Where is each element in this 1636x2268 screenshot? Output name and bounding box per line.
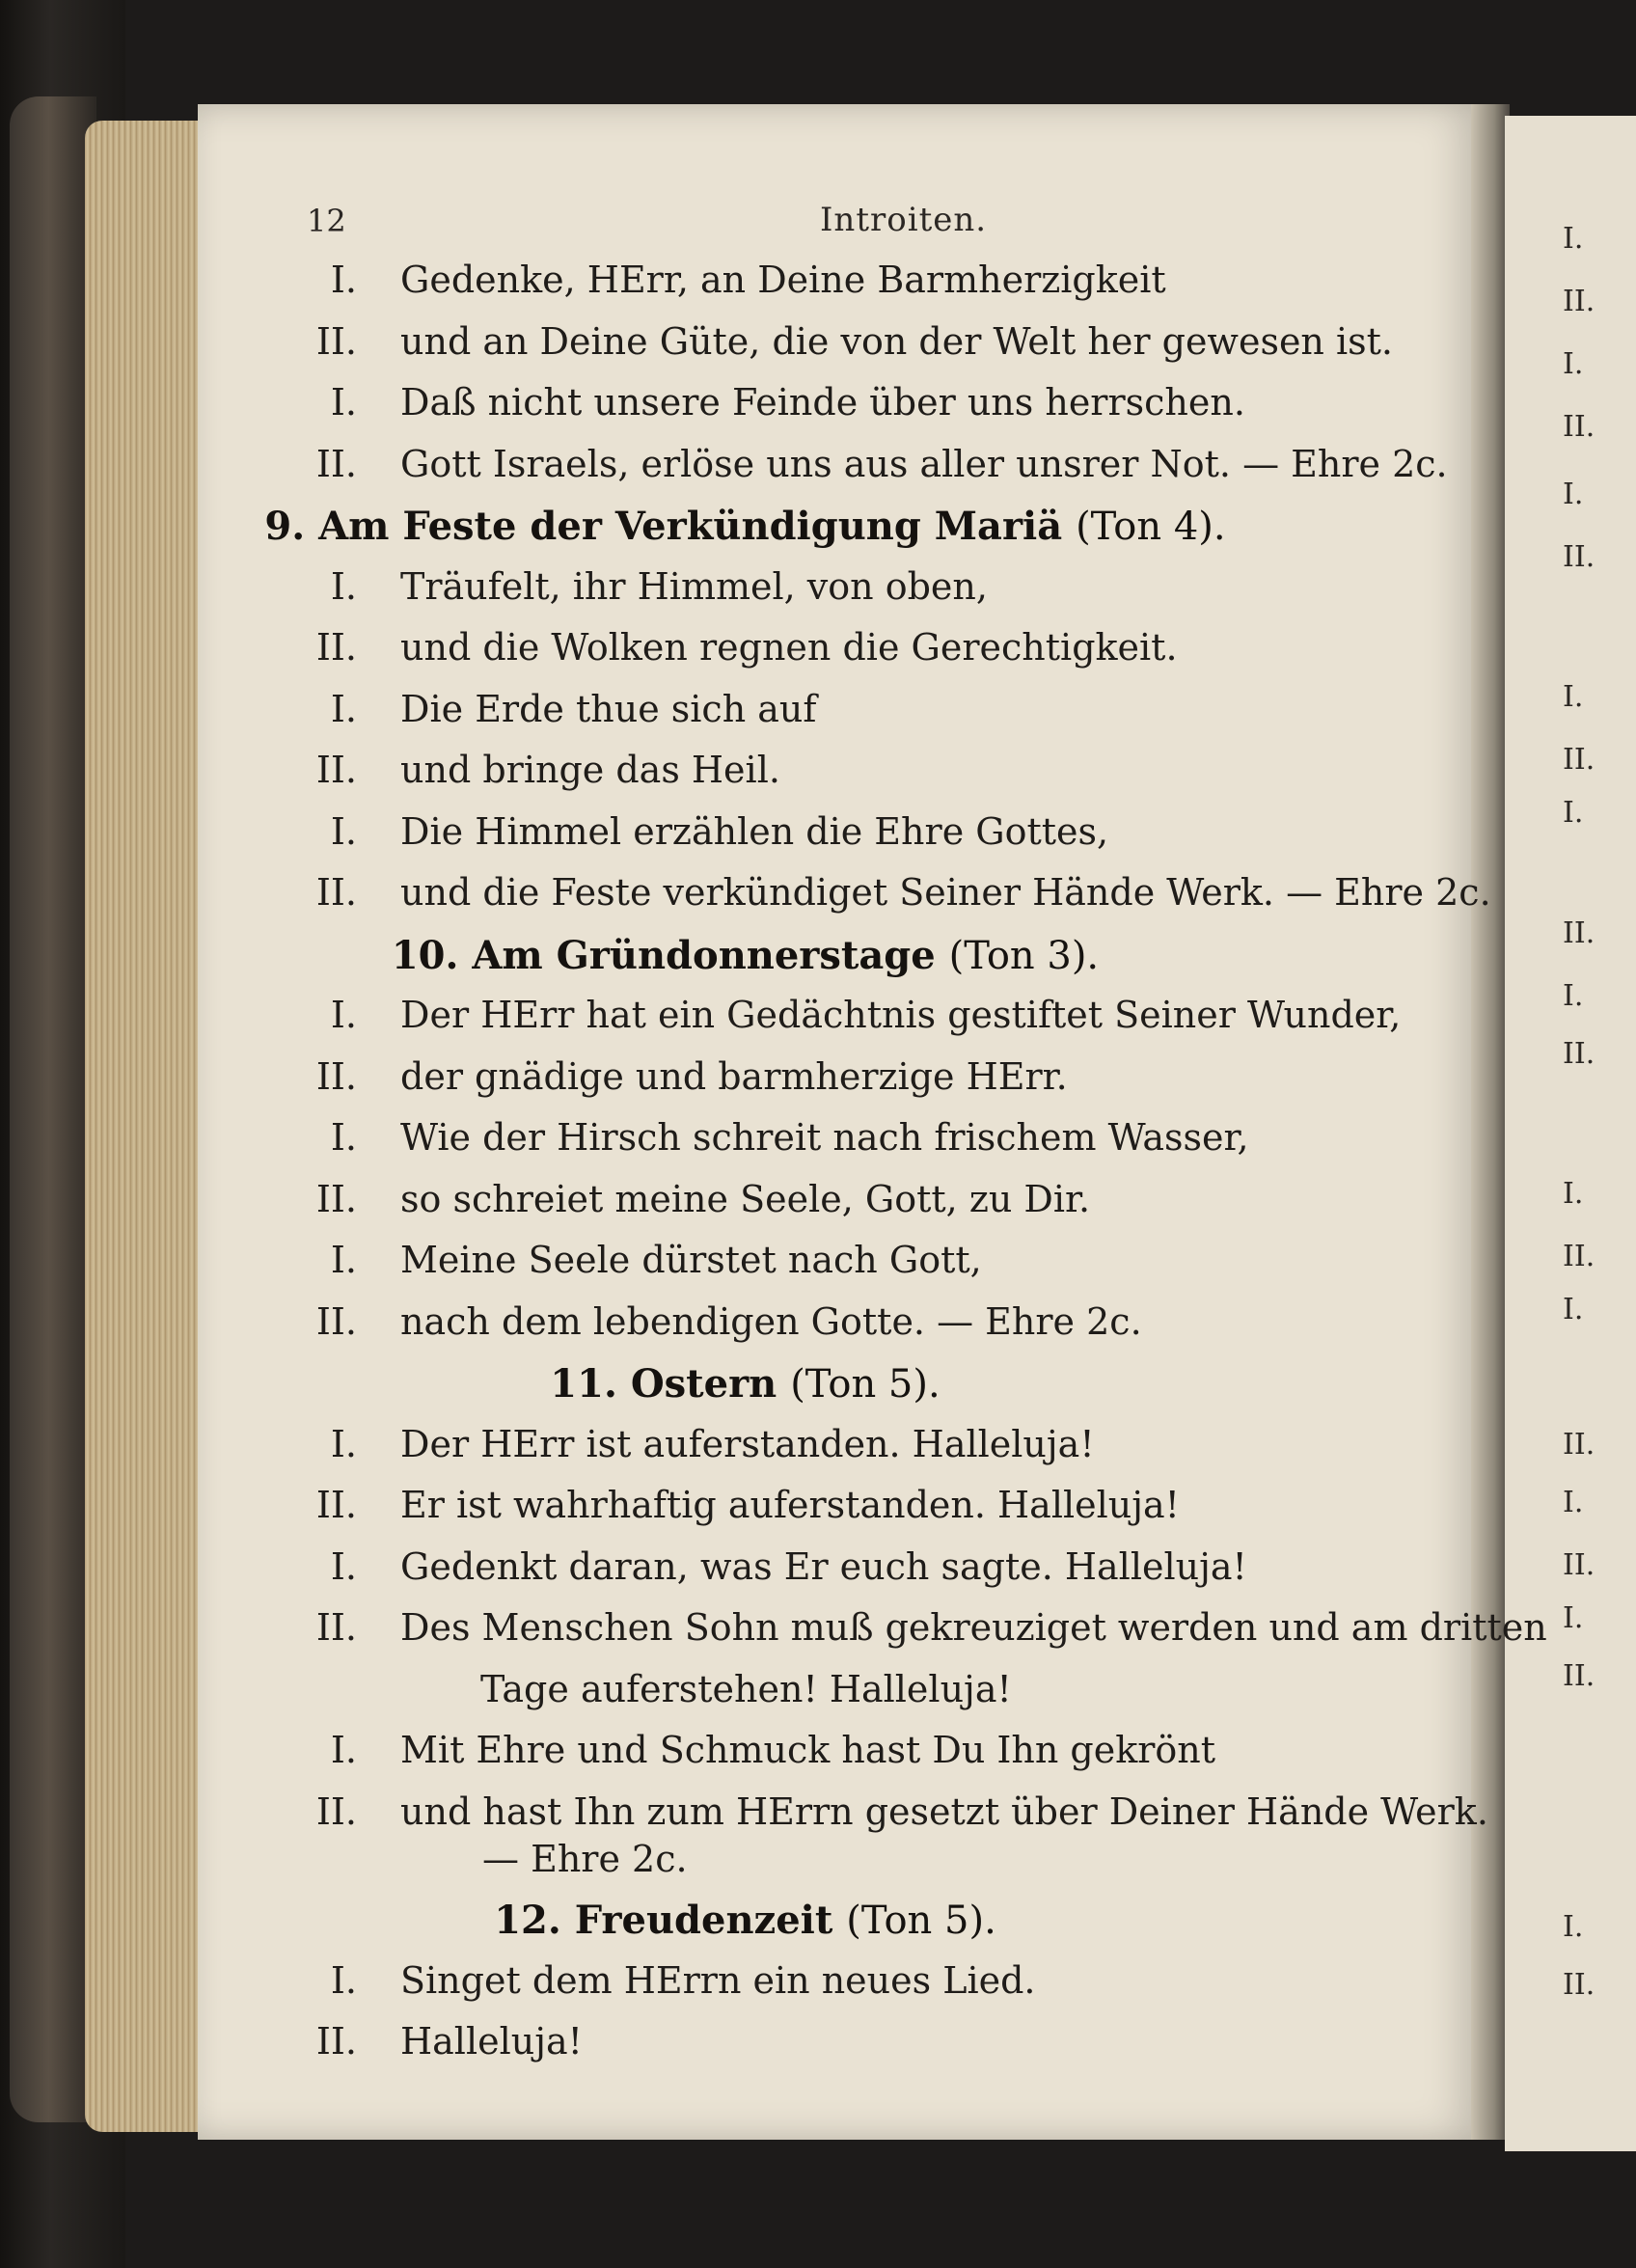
right-page-marker: II. bbox=[1563, 285, 1595, 318]
verse-marker: II. bbox=[315, 1484, 357, 1526]
verse-text: Gedenkt daran, was Er euch sagte. Halleluja! bbox=[400, 1544, 1247, 1588]
right-page-marker: II. bbox=[1563, 1240, 1595, 1273]
verse-marker: I. bbox=[330, 1544, 357, 1588]
verse-text: und hast Ihn zum HErrn gesetzt über Deiner Hände Werk. bbox=[400, 1790, 1488, 1833]
verse-line bbox=[0, 1959, 1490, 2011]
verse-marker: II. bbox=[315, 749, 357, 791]
section-title: Freudenzeit bbox=[574, 1898, 847, 1943]
verse-marker: II. bbox=[315, 1606, 357, 1649]
verse-marker: II. bbox=[315, 871, 357, 914]
verse-line bbox=[0, 749, 1490, 801]
verse-line bbox=[0, 259, 1490, 311]
verse-line bbox=[0, 320, 1490, 372]
verse-text: nach dem lebendigen Gotte. — Ehre 2c. bbox=[400, 1299, 1142, 1343]
verse-marker: I. bbox=[330, 1422, 357, 1465]
verse-marker: I. bbox=[330, 381, 357, 424]
right-page-marker: I. bbox=[1563, 1910, 1584, 1944]
page-number: 12 bbox=[307, 203, 346, 239]
verse-text: Meine Seele dürstet nach Gott, bbox=[400, 1239, 982, 1281]
verse-line bbox=[0, 1300, 1490, 1353]
section-title: Am Feste der Verkündigung Mariä bbox=[318, 504, 1077, 549]
right-page-marker: I. bbox=[1563, 796, 1584, 830]
verse-line bbox=[0, 626, 1490, 678]
verse-marker: I. bbox=[330, 809, 357, 853]
verse-marker: I. bbox=[330, 994, 357, 1036]
verse-text: so schreiet meine Seele, Gott, zu Dir. bbox=[400, 1177, 1091, 1220]
verse-line bbox=[0, 1116, 1490, 1168]
right-page-marker: I. bbox=[1563, 1486, 1584, 1519]
verse-text: Die Erde thue sich auf bbox=[400, 687, 817, 730]
verse-line bbox=[0, 381, 1490, 433]
verse-text: Er ist wahrhaftig auferstanden. Halleluja! bbox=[400, 1484, 1180, 1526]
verse-text: und die Wolken regnen die Gerechtigkeit. bbox=[400, 626, 1178, 669]
verse-marker: I. bbox=[330, 687, 357, 730]
right-page-marker: II. bbox=[1563, 1968, 1595, 2002]
right-page-marker: I. bbox=[1563, 1601, 1584, 1635]
verse-marker: I. bbox=[330, 1958, 357, 2002]
right-page-marker: I. bbox=[1563, 222, 1584, 256]
verse-marker: I. bbox=[330, 1729, 357, 1771]
verse-marker: I. bbox=[330, 1116, 357, 1159]
verse-text: Halleluja! bbox=[400, 2020, 583, 2063]
verse-line bbox=[0, 1484, 1490, 1536]
right-page-marker: II. bbox=[1563, 410, 1595, 444]
right-page-marker: II. bbox=[1563, 1548, 1595, 1582]
verse-text: und bringe das Heil. bbox=[400, 749, 780, 791]
right-page-marker: I. bbox=[1563, 1177, 1584, 1211]
section-tone: (Ton 3). bbox=[948, 933, 1100, 978]
verse-line bbox=[0, 1178, 1490, 1230]
right-page-marker: I. bbox=[1563, 979, 1584, 1013]
verse-line bbox=[0, 443, 1490, 495]
verse-text: Die Himmel erzählen die Ehre Gottes, bbox=[400, 809, 1109, 853]
right-page-marker: I. bbox=[1563, 478, 1584, 511]
section-heading-11 bbox=[0, 1361, 1490, 1407]
right-page-marker: II. bbox=[1563, 1428, 1595, 1462]
section-title: Am Gründonnerstage bbox=[472, 932, 949, 978]
section-number: 9. bbox=[264, 504, 319, 549]
right-page-marker: II. bbox=[1563, 743, 1595, 777]
verse-line bbox=[0, 1239, 1490, 1291]
verse-text: Des Menschen Sohn muß gekreuziget werden und am dritten bbox=[400, 1606, 1547, 1649]
verse-line bbox=[0, 565, 1490, 617]
right-page bbox=[1505, 116, 1636, 2151]
verse-marker: II. bbox=[315, 1054, 357, 1098]
verse-text: Träufelt, ihr Himmel, von oben, bbox=[400, 564, 988, 608]
section-heading-10 bbox=[0, 933, 1490, 978]
verse-line bbox=[0, 994, 1490, 1046]
right-page-marker: II. bbox=[1563, 1659, 1595, 1693]
section-heading-9 bbox=[0, 504, 1490, 549]
section-title: Ostern bbox=[630, 1361, 791, 1407]
section-tone: (Ton 5). bbox=[790, 1362, 941, 1407]
section-number: 10. bbox=[391, 932, 473, 978]
verse-text: Mit Ehre und Schmuck hast Du Ihn gekrönt bbox=[400, 1729, 1216, 1771]
verse-text: Wie der Hirsch schreit nach frischem Wasser, bbox=[400, 1116, 1249, 1159]
verse-line bbox=[0, 688, 1490, 740]
verse-line bbox=[0, 1545, 1490, 1598]
section-number: 12. bbox=[494, 1898, 575, 1943]
verse-text: und die Feste verkündiget Seiner Hände Werk. — Ehre 2c. bbox=[400, 871, 1491, 914]
verse-text: Der HErr hat ein Gedächtnis gestiftet Seiner Wunder, bbox=[400, 994, 1402, 1036]
verse-line bbox=[0, 1423, 1490, 1475]
right-page-marker: I. bbox=[1563, 680, 1584, 714]
verse-line bbox=[0, 1729, 1490, 1781]
verse-marker: II. bbox=[315, 1177, 357, 1220]
right-page-marker: II. bbox=[1563, 1037, 1595, 1071]
verse-marker: I. bbox=[330, 564, 357, 608]
section-tone: (Ton 5). bbox=[846, 1899, 996, 1943]
right-page-marker: II. bbox=[1563, 540, 1595, 574]
verse-marker: I. bbox=[330, 259, 357, 301]
verse-text: Der HErr ist auferstanden. Halleluja! bbox=[400, 1422, 1095, 1465]
verse-continuation: — Ehre 2c. bbox=[482, 1838, 688, 1880]
verse-marker: II. bbox=[315, 626, 357, 669]
verse-marker: II. bbox=[315, 2020, 357, 2063]
verse-line bbox=[0, 1606, 1547, 1658]
right-page-marker: I. bbox=[1563, 347, 1584, 381]
verse-text: und an Deine Güte, die von der Welt her gewesen ist. bbox=[400, 319, 1393, 363]
verse-line bbox=[0, 1055, 1490, 1107]
verse-marker: I. bbox=[330, 1239, 357, 1281]
right-page-marker: II. bbox=[1563, 916, 1595, 950]
verse-line bbox=[0, 871, 1490, 923]
verse-marker: II. bbox=[315, 319, 357, 363]
running-title: Introiten. bbox=[820, 201, 988, 239]
section-tone: (Ton 4). bbox=[1076, 505, 1226, 549]
verse-line bbox=[0, 1790, 1490, 1843]
right-page-marker: I. bbox=[1563, 1293, 1584, 1326]
verse-text: Singet dem HErrn ein neues Lied. bbox=[400, 1958, 1036, 2002]
verse-text: Daß nicht unsere Feinde über uns herrschen. bbox=[400, 381, 1245, 424]
verse-line bbox=[0, 810, 1490, 862]
verse-text: der gnädige und barmherzige HErr. bbox=[400, 1054, 1068, 1098]
verse-marker: II. bbox=[315, 442, 357, 485]
verse-marker: II. bbox=[315, 1790, 357, 1833]
section-heading-12 bbox=[0, 1898, 1490, 1943]
verse-line bbox=[0, 2020, 1490, 2072]
verse-continuation: Tage auferstehen! Halleluja! bbox=[480, 1667, 1012, 1710]
verse-text: Gedenke, HErr, an Deine Barmherzigkeit bbox=[400, 259, 1166, 301]
verse-marker: II. bbox=[315, 1299, 357, 1343]
section-number: 11. bbox=[550, 1361, 631, 1407]
verse-text: Gott Israels, erlöse uns aus aller unsrer Not. — Ehre 2c. bbox=[400, 442, 1448, 485]
